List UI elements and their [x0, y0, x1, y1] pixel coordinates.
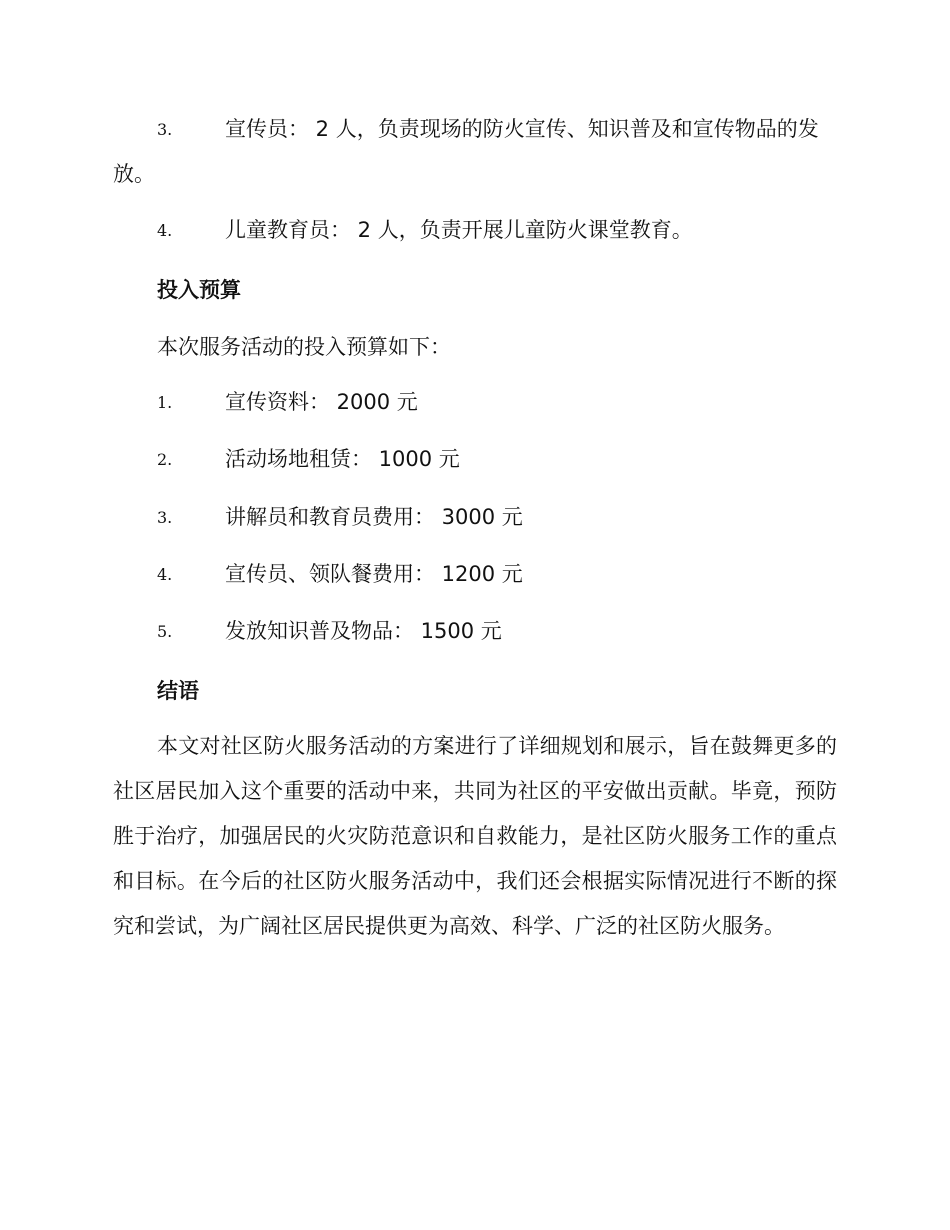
list-text: 讲解员和教育员费用： 3000 元 — [225, 505, 523, 529]
list-text: 活动场地租赁： 1000 元 — [225, 447, 460, 471]
list-text: 宣传员、领队餐费用： 1200 元 — [225, 562, 523, 586]
budget-list-item — [113, 495, 837, 540]
list-text: 宣传资料： 2000 元 — [225, 390, 418, 414]
list-number: 1. — [157, 393, 173, 412]
section-heading-budget: 投入预算 — [157, 278, 241, 302]
budget-list-item — [113, 552, 837, 597]
list-text: 宣传员： 2 人，负责现场的防火宣传、知识普及和宣传物品的发放。 — [113, 117, 819, 186]
budget-list-item — [113, 609, 837, 654]
budget-intro: 本次服务活动的投入预算如下： — [157, 335, 451, 359]
budget-list-item — [113, 380, 837, 425]
section-heading-conclusion: 结语 — [157, 679, 199, 703]
list-text: 儿童教育员： 2 人，负责开展儿童防火课堂教育。 — [225, 218, 693, 242]
budget-list-item — [113, 437, 837, 482]
list-number: 3. — [157, 508, 173, 527]
staff-list-item — [113, 208, 837, 253]
conclusion-paragraph: 本文对社区防火服务活动的方案进行了详细规划和展示，旨在鼓舞更多的社区居民加入这个重要的活动中来，共同为社区的平安做出贡献。毕竟，预防胜于治疗，加强居民的火灾防范意识和自救能力，是社区防火服务工作的重点和目标。在今后的社区防火服务活动中，我们还会根据实际情况进行不断的探究和尝试，为广阔社区居民提供更为高效、科学、广泛的社区防火服务。 — [113, 734, 837, 938]
list-number: 4. — [157, 565, 173, 584]
list-number: 4. — [157, 221, 173, 240]
staff-list-item — [113, 107, 837, 197]
list-number: 2. — [157, 450, 173, 469]
list-number: 5. — [157, 622, 173, 641]
list-text: 发放知识普及物品： 1500 元 — [225, 619, 502, 643]
list-number: 3. — [157, 120, 173, 139]
